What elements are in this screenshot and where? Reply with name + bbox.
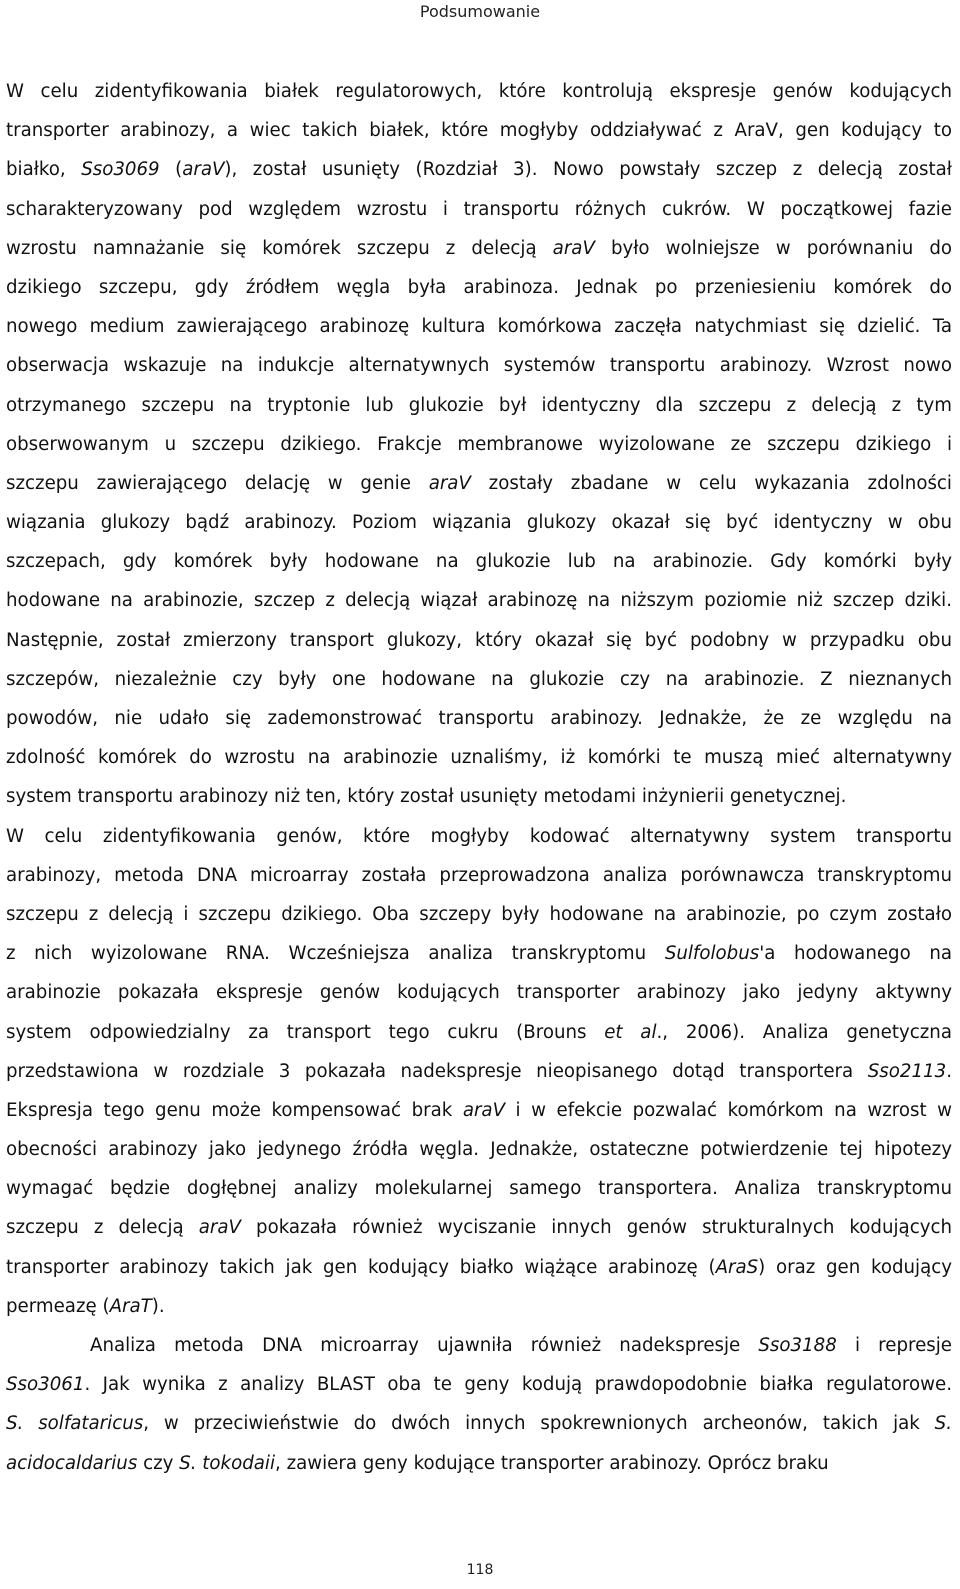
text-line	[6, 111, 952, 150]
text-line	[6, 503, 952, 542]
text-segment: obserwowanym u szczepu dzikiego. Frakcje membranowe wyizolowane ze szczepu dzikiego i	[6, 433, 952, 455]
text-segment: system transportu arabinozy niż ten, który został usunięty metodami inżynierii genetycznej.	[6, 786, 847, 808]
italic-term: araV	[462, 1099, 506, 1121]
text-segment: arabinozie pokazała ekspresje genów kodujących transporter arabinozy jako jedyny aktywny	[6, 982, 952, 1004]
text-segment: z nich wyizolowane RNA. Wcześniejsza analiza transkryptomu	[6, 943, 665, 965]
text-line	[6, 856, 952, 895]
text-segment: obecności arabinozy jako jedynego źródła węgla. Jednakże, ostateczne potwierdzenie tej hipotezy	[6, 1139, 952, 1161]
text-segment: otrzymanego szczepu na tryptonie lub glukozie był identyczny dla szczepu z delecją z tym	[6, 394, 952, 416]
italic-term: Sso2113	[867, 1060, 947, 1082]
italic-term: araV	[552, 237, 595, 259]
text-line	[6, 307, 952, 346]
text-line	[6, 346, 952, 385]
text-segment: system odpowiedzialny za transport tego cukru (Brouns	[6, 1021, 605, 1043]
italic-term: AraT	[109, 1295, 152, 1317]
italic-term: AraS	[715, 1256, 759, 1278]
text-segment: wymagać będzie dogłębnej analizy molekularnej samego transportera. Analiza transkryptomu	[6, 1178, 952, 1200]
text-segment: permeazę (	[6, 1295, 110, 1317]
italic-term: acidocaldarius	[6, 1452, 138, 1474]
text-segment: było wolniejsze w porównaniu do	[594, 237, 952, 259]
text-segment: i represje	[836, 1335, 952, 1356]
italic-term: S. tokodaii	[179, 1452, 275, 1474]
text-line	[6, 1013, 952, 1052]
text-line	[6, 1052, 952, 1091]
text-segment: ) oraz gen kodujący	[758, 1256, 952, 1278]
text-line	[6, 621, 952, 660]
italic-term: araV	[428, 472, 471, 494]
text-line	[6, 1130, 952, 1169]
text-segment: , zawiera geny kodujące transporter arabinozy. Oprócz braku	[275, 1452, 829, 1474]
text-segment: obserwacja wskazuje na indukcje alternatywnych systemów transportu arabinozy. Wzrost nowo	[6, 355, 952, 377]
text-segment: ., 2006). Analiza genetyczna	[656, 1021, 952, 1043]
text-segment: zostały zbadane w celu wykazania zdolności	[470, 472, 952, 494]
italic-term: Sulfolobus	[664, 943, 760, 965]
text-line	[6, 1404, 952, 1443]
text-segment: transporter arabinozy takich jak gen kodujący białko wiążące arabinozę (	[6, 1256, 716, 1278]
italic-term: Sso3188	[758, 1335, 837, 1356]
italic-term: et al	[604, 1021, 657, 1043]
text-line	[6, 1287, 952, 1326]
text-line	[6, 738, 952, 777]
text-segment: zdolność komórek do wzrostu na arabinozie uznaliśmy, iż komórki te muszą mieć alternatywny	[6, 747, 952, 769]
text-line	[6, 190, 952, 229]
text-line	[6, 777, 952, 816]
text-line	[6, 229, 952, 268]
document-body	[6, 72, 952, 1483]
text-segment: , w przeciwieństwie do dwóch innych spokrewnionych archeonów, takich jak	[143, 1413, 935, 1435]
text-line	[6, 268, 952, 307]
italic-term: araV	[182, 159, 225, 181]
text-segment: wzrostu namnażanie się komórek szczepu z delecją	[6, 237, 553, 259]
text-segment: hodowane na arabinozie, szczep z delecją wiązał arabinozę na niższym poziomie niż szczep dziki.	[6, 590, 952, 612]
text-line	[6, 1365, 952, 1404]
italic-term: S. solfataricus	[6, 1413, 144, 1435]
text-segment: scharakteryzowany pod względem wzrostu i transportu różnych cukrów. W początkowej fazie	[6, 198, 952, 220]
text-segment: i w efekcie pozwalać komórkom na wzrost w	[505, 1099, 952, 1121]
text-line	[6, 934, 952, 973]
text-segment: szczepu z delecją	[6, 1217, 199, 1239]
text-line	[6, 699, 952, 738]
text-line	[6, 425, 952, 464]
text-segment: szczepu zawierającego delację w genie	[6, 472, 429, 494]
text-line	[6, 817, 952, 856]
text-segment: W celu zidentyfikowania białek regulatorowych, które kontrolują ekspresje genów kodujących	[6, 81, 952, 102]
text-line	[6, 1444, 952, 1483]
text-segment: dzikiego szczepu, gdy źródłem węgla była arabinoza. Jednak po przeniesieniu komórek do	[6, 276, 952, 298]
text-segment: Ekspresja tego genu może kompensować brak	[6, 1099, 463, 1121]
text-segment: białko,	[6, 159, 82, 181]
text-line	[6, 660, 952, 699]
text-segment: wiązania glukozy bądź arabinozy. Poziom wiązania glukozy okazał się być identyczny w obu	[6, 512, 952, 534]
text-line	[6, 150, 952, 189]
text-segment: Analiza metoda DNA microarray ujawniła również nadekspresje	[90, 1335, 759, 1356]
text-line	[6, 1169, 952, 1208]
page-number: 118	[466, 1562, 494, 1578]
text-segment: szczepach, gdy komórek były hodowane na glukozie lub na arabinozie. Gdy komórki były	[6, 551, 952, 573]
text-line	[6, 1326, 952, 1365]
text-line	[6, 542, 952, 581]
text-segment: arabinozy, metoda DNA microarray została przeprowadzona analiza porównawcza transkryptomu	[6, 864, 952, 886]
running-header: Podsumowanie	[419, 2, 541, 21]
text-segment: . Jak wynika z analizy BLAST oba te geny kodują prawdopodobnie białka regulatorowe.	[84, 1374, 952, 1396]
text-segment: (	[159, 159, 183, 181]
text-segment: powodów, nie udało się zademonstrować transportu arabinozy. Jednakże, że ze względu na	[6, 708, 952, 729]
text-line	[6, 1091, 952, 1130]
text-segment: 'a hodowanego na	[759, 943, 952, 965]
text-segment: przedstawiona w rozdziale 3 pokazała nadekspresje nieopisanego dotąd transportera	[6, 1060, 868, 1082]
text-line	[6, 464, 952, 503]
text-segment: czy	[137, 1452, 180, 1474]
text-segment: ), został usunięty (Rozdział 3). Nowo powstały szczep z delecją został	[224, 159, 952, 181]
text-segment: szczepów, niezależnie czy były one hodowane na glukozie czy na arabinozie. Z nieznanych	[6, 668, 952, 690]
text-segment: pokazała również wyciszanie innych genów strukturalnych kodujących	[240, 1217, 952, 1239]
text-segment: nowego medium zawierającego arabinozę kultura komórkowa zaczęła natychmiast się dzielić. Ta	[6, 316, 952, 338]
text-segment: .	[946, 1060, 952, 1082]
italic-term: Sso3069	[81, 159, 160, 181]
text-line	[6, 581, 952, 620]
text-line	[6, 1208, 952, 1247]
text-line	[6, 1248, 952, 1287]
text-line	[6, 386, 952, 425]
text-segment: szczepu z delecją i szczepu dzikiego. Oba szczepy były hodowane na arabinozie, po czym zostało	[6, 903, 952, 925]
italic-term: Sso3061	[6, 1374, 85, 1396]
text-segment: ).	[151, 1295, 165, 1317]
text-line	[6, 72, 952, 111]
text-segment: transporter arabinozy, a wiec takich białek, które mogłyby oddziaływać z AraV, gen kodujący to	[6, 120, 952, 142]
text-line	[6, 895, 952, 934]
text-segment: Następnie, został zmierzony transport glukozy, który okazał się być podobny w przypadku obu	[6, 629, 952, 651]
italic-term: S.	[934, 1413, 952, 1435]
text-segment: W celu zidentyfikowania genów, które mogłyby kodować alternatywny system transportu	[6, 825, 952, 847]
italic-term: araV	[198, 1217, 241, 1239]
text-line	[6, 973, 952, 1012]
